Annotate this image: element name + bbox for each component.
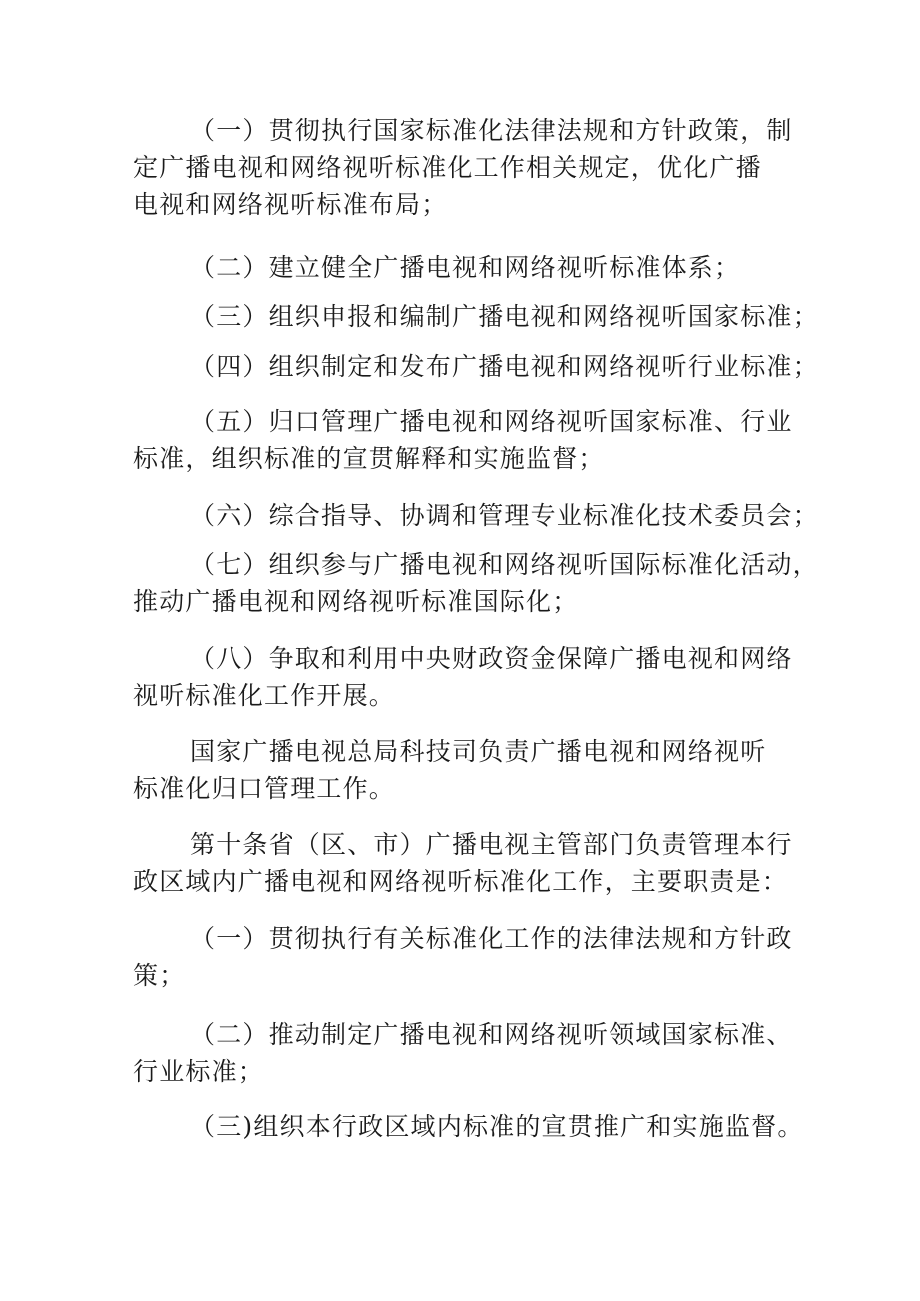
text-line: 标准化归口管理工作。 (133, 774, 396, 803)
paragraph-national-item-6 (190, 497, 819, 534)
text-line: （七）组织参与广播电视和网络视听国际标准化活动， (190, 550, 819, 579)
text-line: （四）组织制定和发布广播电视和网络视听行业标准； (190, 352, 819, 381)
text-line: （三）组织申报和编制广播电视和网络视听国家标准； (190, 302, 819, 331)
text-line: 第十条省（区、市）广播电视主管部门负责管理本行 (190, 830, 793, 859)
text-line: （八）争取和利用中央财政资金保障广播电视和网络 (190, 644, 793, 673)
paragraph-national-item-3 (190, 298, 819, 335)
text-line: 行业标准； (133, 1057, 265, 1086)
text-line: 推动广播电视和网络视听标准国际化； (133, 587, 579, 616)
text-line: 电视和网络视听标准布局； (133, 190, 448, 219)
text-line: （五）归口管理广播电视和网络视听国家标准、行业 (190, 407, 793, 436)
text-line: （一）贯彻执行国家标准化法律法规和方针政策，制 (190, 116, 793, 145)
text-line: 定广播电视和网络视听标准化工作相关规定，优化广播 (133, 153, 762, 182)
paragraph-provincial-item-2 (133, 1016, 793, 1090)
paragraph-provincial-item-3 (190, 1108, 804, 1145)
paragraph-national-item-2 (190, 249, 740, 286)
text-line: （一）贯彻执行有关标准化工作的法律法规和方针政 (190, 924, 793, 953)
paragraph-provincial-item-1 (133, 920, 793, 994)
text-line: 政区域内广播电视和网络视听标准化工作，主要职责是： (133, 867, 789, 896)
text-line: （二）建立健全广播电视和网络视听标准体系； (190, 253, 741, 282)
paragraph-national-item-1 (133, 112, 793, 223)
paragraph-national-item-5 (133, 403, 793, 477)
paragraph-national-item-4 (190, 348, 819, 385)
paragraph-article-ten (133, 826, 793, 900)
text-line: 策； (133, 961, 186, 990)
paragraph-national-item-7 (133, 546, 819, 620)
text-line: （六）综合指导、协调和管理专业标准化技术委员会； (190, 501, 819, 530)
paragraph-national-item-8 (133, 640, 793, 714)
text-line: 标准，组织标准的宣贯解释和实施监督； (133, 444, 605, 473)
text-line: （二）推动制定广播电视和网络视听领域国家标准、 (190, 1020, 793, 1049)
text-line: 视听标准化工作开展。 (133, 681, 396, 710)
paragraph-science-department (133, 733, 767, 807)
text-line: 国家广播电视总局科技司负责广播电视和网络视听 (190, 737, 767, 766)
text-line: （三)组织本行政区域内标准的宣贯推广和实施监督。 (190, 1112, 804, 1141)
